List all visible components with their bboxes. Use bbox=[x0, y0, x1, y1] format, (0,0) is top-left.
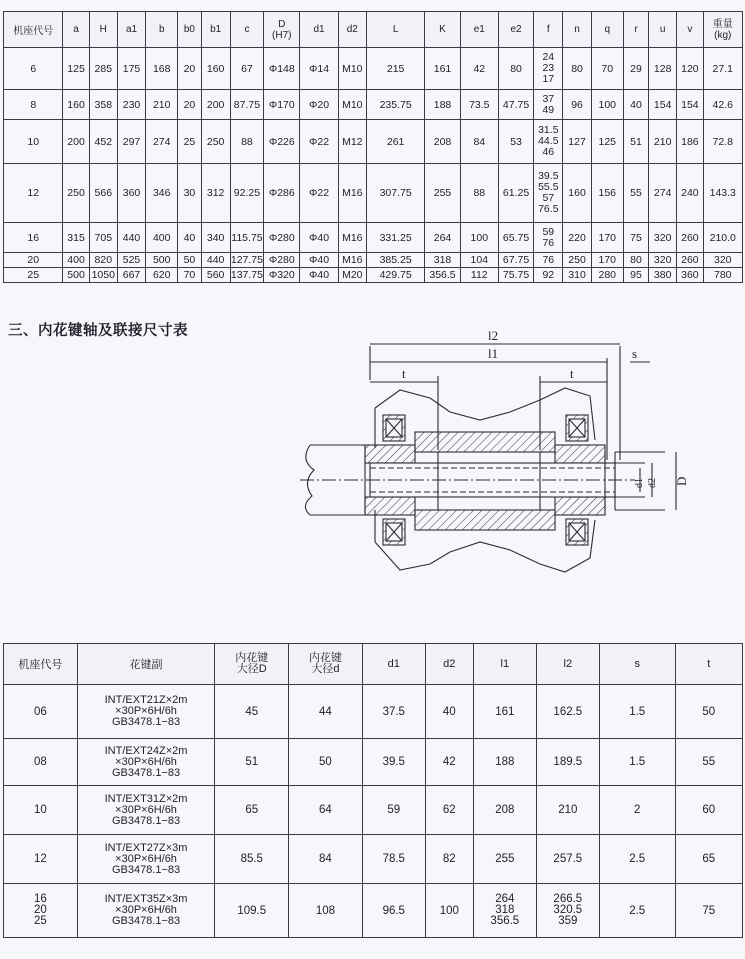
t1-cell: 318 bbox=[425, 253, 460, 268]
t2-header-cell: d2 bbox=[425, 644, 473, 685]
t2-cell: 85.5 bbox=[215, 835, 289, 884]
t1-cell: 24 23 17 bbox=[534, 48, 563, 90]
t2-cell: INT/EXT24Z×2m ×30P×6H/6h GB3478.1−83 bbox=[77, 739, 215, 786]
spline-shaft-diagram bbox=[290, 320, 700, 610]
t2-cell: 51 bbox=[215, 739, 289, 786]
section-title: 三、内花键轴及联接尺寸表 bbox=[8, 323, 188, 339]
t2-cell: INT/EXT31Z×2m ×30P×6H/6h GB3478.1−83 bbox=[77, 786, 215, 835]
t1-cell: 380 bbox=[649, 268, 677, 283]
t2-cell: 10 bbox=[4, 786, 78, 835]
t1-cell: 780 bbox=[703, 268, 743, 283]
t1-cell: M10 bbox=[338, 48, 366, 90]
t2-header-cell: 内花键 大径D bbox=[215, 644, 289, 685]
t2-cell: 208 bbox=[473, 786, 536, 835]
t1-row bbox=[4, 164, 743, 223]
t2-cell: 39.5 bbox=[362, 739, 425, 786]
t1-cell: 125 bbox=[591, 120, 623, 164]
t1-cell: 154 bbox=[677, 90, 703, 120]
t2-cell: INT/EXT21Z×2m ×30P×6H/6h GB3478.1−83 bbox=[77, 685, 215, 739]
t1-cell: 705 bbox=[89, 223, 117, 253]
t1-cell: 120 bbox=[677, 48, 703, 90]
table1-header bbox=[4, 12, 743, 48]
t2-row bbox=[4, 835, 743, 884]
t1-cell: 440 bbox=[201, 253, 230, 268]
t2-cell: 2.5 bbox=[599, 835, 675, 884]
t1-cell: 566 bbox=[89, 164, 117, 223]
t2-cell: 82 bbox=[425, 835, 473, 884]
t1-cell: 200 bbox=[63, 120, 89, 164]
t1-row bbox=[4, 48, 743, 90]
t1-cell: 250 bbox=[201, 120, 230, 164]
t1-cell: Φ20 bbox=[300, 90, 338, 120]
t2-header-cell: 内花键 大径d bbox=[289, 644, 363, 685]
t2-cell: INT/EXT35Z×3m ×30P×6H/6h GB3478.1−83 bbox=[77, 884, 215, 938]
t1-cell: 160 bbox=[201, 48, 230, 90]
t2-cell: 2 bbox=[599, 786, 675, 835]
label-l2: l2 bbox=[488, 328, 499, 343]
t1-cell: Φ286 bbox=[264, 164, 300, 223]
t1-header-cell: b0 bbox=[178, 12, 201, 48]
t1-header-cell: 机座代号 bbox=[4, 12, 63, 48]
t1-cell: 127 bbox=[563, 120, 591, 164]
t1-cell: 115.75 bbox=[230, 223, 263, 253]
t1-cell: Φ226 bbox=[264, 120, 300, 164]
t1-cell: 500 bbox=[146, 253, 178, 268]
t1-cell: 210 bbox=[146, 90, 178, 120]
t2-row bbox=[4, 884, 743, 938]
t1-header-cell: K bbox=[425, 12, 460, 48]
t1-cell: 667 bbox=[117, 268, 145, 283]
t1-cell: 70 bbox=[178, 268, 201, 283]
t1-cell: 20 bbox=[178, 48, 201, 90]
t1-header-cell: v bbox=[677, 12, 703, 48]
t2-cell: 188 bbox=[473, 739, 536, 786]
t1-cell: 40 bbox=[623, 90, 648, 120]
t1-cell: 104 bbox=[460, 253, 498, 268]
t1-cell: 168 bbox=[146, 48, 178, 90]
t1-header-cell: a1 bbox=[117, 12, 145, 48]
t1-cell: 429.75 bbox=[366, 268, 424, 283]
t1-cell: Φ170 bbox=[264, 90, 300, 120]
t1-cell: 358 bbox=[89, 90, 117, 120]
t1-cell: 320 bbox=[649, 253, 677, 268]
t1-cell: 29 bbox=[623, 48, 648, 90]
t1-cell: 240 bbox=[677, 164, 703, 223]
t1-cell: Φ22 bbox=[300, 120, 338, 164]
dimension-table-1 bbox=[3, 11, 743, 283]
t1-cell: 125 bbox=[63, 48, 89, 90]
t2-cell: 161 bbox=[473, 685, 536, 739]
t2-cell: 08 bbox=[4, 739, 78, 786]
t2-row bbox=[4, 786, 743, 835]
t1-header-cell: r bbox=[623, 12, 648, 48]
t1-cell: 274 bbox=[649, 164, 677, 223]
t1-header-cell: L bbox=[366, 12, 424, 48]
t1-cell: 100 bbox=[591, 90, 623, 120]
t1-cell: 230 bbox=[117, 90, 145, 120]
t1-cell: 260 bbox=[677, 253, 703, 268]
t1-header-cell: H bbox=[89, 12, 117, 48]
t1-cell: 188 bbox=[425, 90, 460, 120]
label-d1: d1 bbox=[634, 478, 645, 488]
table2-body bbox=[4, 685, 743, 938]
t1-cell: Φ320 bbox=[264, 268, 300, 283]
t2-row bbox=[4, 685, 743, 739]
t1-cell: 88 bbox=[230, 120, 263, 164]
t2-cell: 50 bbox=[675, 685, 742, 739]
t1-cell: 170 bbox=[591, 253, 623, 268]
t2-header-cell: t bbox=[675, 644, 742, 685]
t1-cell: 331.25 bbox=[366, 223, 424, 253]
t1-cell: 47.75 bbox=[498, 90, 533, 120]
t1-cell: 112 bbox=[460, 268, 498, 283]
t1-cell: M16 bbox=[338, 253, 366, 268]
t2-cell: 50 bbox=[289, 739, 363, 786]
t1-cell: 61.25 bbox=[498, 164, 533, 223]
t1-cell: 96 bbox=[563, 90, 591, 120]
label-D: D bbox=[674, 476, 689, 486]
t1-cell: 250 bbox=[63, 164, 89, 223]
t1-cell: M16 bbox=[338, 223, 366, 253]
t1-cell: 161 bbox=[425, 48, 460, 90]
t1-cell: 100 bbox=[460, 223, 498, 253]
t2-cell: 65 bbox=[675, 835, 742, 884]
t1-cell: 143.3 bbox=[703, 164, 743, 223]
t1-cell: 75.75 bbox=[498, 268, 533, 283]
label-d2: d2 bbox=[647, 478, 658, 488]
t2-cell: 264 318 356.5 bbox=[473, 884, 536, 938]
t1-cell: 95 bbox=[623, 268, 648, 283]
t1-cell: 73.5 bbox=[460, 90, 498, 120]
t1-cell: 30 bbox=[178, 164, 201, 223]
t1-cell: 360 bbox=[117, 164, 145, 223]
t1-cell: 39.5 55.5 57 76.5 bbox=[534, 164, 563, 223]
t1-cell: 400 bbox=[146, 223, 178, 253]
t1-cell: 80 bbox=[623, 253, 648, 268]
t1-cell: 170 bbox=[591, 223, 623, 253]
t1-cell: M10 bbox=[338, 90, 366, 120]
t1-cell: 31.5 44.5 46 bbox=[534, 120, 563, 164]
t1-header-cell: q bbox=[591, 12, 623, 48]
t1-cell: 312 bbox=[201, 164, 230, 223]
label-t-left: t bbox=[402, 366, 406, 381]
t2-cell: 37.5 bbox=[362, 685, 425, 739]
t1-cell: 156 bbox=[591, 164, 623, 223]
t1-cell: 452 bbox=[89, 120, 117, 164]
t1-cell: 315 bbox=[63, 223, 89, 253]
t1-cell: 92.25 bbox=[230, 164, 263, 223]
t2-header-cell: l2 bbox=[536, 644, 599, 685]
t1-header-cell: d1 bbox=[300, 12, 338, 48]
t1-cell: M12 bbox=[338, 120, 366, 164]
t1-header-cell: D (H7) bbox=[264, 12, 300, 48]
label-t-right: t bbox=[570, 366, 574, 381]
t1-cell: 8 bbox=[4, 90, 63, 120]
t2-header-cell: l1 bbox=[473, 644, 536, 685]
t1-cell: 208 bbox=[425, 120, 460, 164]
t1-header-cell: a bbox=[63, 12, 89, 48]
t1-row bbox=[4, 253, 743, 268]
t1-cell: 297 bbox=[117, 120, 145, 164]
t1-cell: 37 49 bbox=[534, 90, 563, 120]
t1-cell: 76 bbox=[534, 253, 563, 268]
t1-cell: 88 bbox=[460, 164, 498, 223]
t1-cell: 360 bbox=[677, 268, 703, 283]
t1-cell: Φ40 bbox=[300, 268, 338, 283]
t1-cell: Φ40 bbox=[300, 253, 338, 268]
t1-cell: Φ22 bbox=[300, 164, 338, 223]
t2-cell: 75 bbox=[675, 884, 742, 938]
t1-cell: Φ14 bbox=[300, 48, 338, 90]
t1-header-cell: n bbox=[563, 12, 591, 48]
t2-cell: 64 bbox=[289, 786, 363, 835]
t1-cell: 250 bbox=[563, 253, 591, 268]
label-l1: l1 bbox=[488, 346, 499, 361]
t1-cell: 320 bbox=[703, 253, 743, 268]
t2-cell: 60 bbox=[675, 786, 742, 835]
t1-cell: 87.75 bbox=[230, 90, 263, 120]
t1-cell: 160 bbox=[63, 90, 89, 120]
table2-header bbox=[4, 644, 743, 685]
t2-cell: 78.5 bbox=[362, 835, 425, 884]
t1-cell: 220 bbox=[563, 223, 591, 253]
table1-body bbox=[4, 48, 743, 283]
t2-header-cell: 花键副 bbox=[77, 644, 215, 685]
t1-header-cell: 重量 (kg) bbox=[703, 12, 743, 48]
t2-cell: 162.5 bbox=[536, 685, 599, 739]
t1-header-cell: e2 bbox=[498, 12, 533, 48]
t1-cell: Φ40 bbox=[300, 223, 338, 253]
t1-cell: 92 bbox=[534, 268, 563, 283]
t1-cell: 200 bbox=[201, 90, 230, 120]
t1-cell: 320 bbox=[649, 223, 677, 253]
t1-cell: 280 bbox=[591, 268, 623, 283]
t2-cell: 84 bbox=[289, 835, 363, 884]
t2-cell: 189.5 bbox=[536, 739, 599, 786]
t1-cell: 215 bbox=[366, 48, 424, 90]
t2-cell: 45 bbox=[215, 685, 289, 739]
t2-cell: 59 bbox=[362, 786, 425, 835]
t2-cell: 55 bbox=[675, 739, 742, 786]
t1-row bbox=[4, 90, 743, 120]
t2-cell: 257.5 bbox=[536, 835, 599, 884]
t1-cell: 27.1 bbox=[703, 48, 743, 90]
t1-cell: 500 bbox=[63, 268, 89, 283]
t1-cell: 6 bbox=[4, 48, 63, 90]
t2-cell: INT/EXT27Z×3m ×30P×6H/6h GB3478.1−83 bbox=[77, 835, 215, 884]
t2-cell: 06 bbox=[4, 685, 78, 739]
t1-cell: 80 bbox=[563, 48, 591, 90]
t1-header-cell: e1 bbox=[460, 12, 498, 48]
t1-cell: 175 bbox=[117, 48, 145, 90]
t1-cell: Φ148 bbox=[264, 48, 300, 90]
t1-cell: 210 bbox=[649, 120, 677, 164]
t1-cell: 75 bbox=[623, 223, 648, 253]
t1-header-cell: b1 bbox=[201, 12, 230, 48]
t2-cell: 16 20 25 bbox=[4, 884, 78, 938]
t1-cell: 55 bbox=[623, 164, 648, 223]
t2-cell: 1.5 bbox=[599, 685, 675, 739]
label-s: s bbox=[632, 346, 638, 361]
t1-cell: 67 bbox=[230, 48, 263, 90]
t1-cell: 340 bbox=[201, 223, 230, 253]
t1-cell: M16 bbox=[338, 164, 366, 223]
t2-cell: 1.5 bbox=[599, 739, 675, 786]
t1-cell: 1050 bbox=[89, 268, 117, 283]
t1-header-cell: c bbox=[230, 12, 263, 48]
t1-cell: 25 bbox=[4, 268, 63, 283]
t1-cell: 440 bbox=[117, 223, 145, 253]
t1-cell: 25 bbox=[178, 120, 201, 164]
t1-cell: 356.5 bbox=[425, 268, 460, 283]
t1-cell: 67.75 bbox=[498, 253, 533, 268]
t1-cell: M20 bbox=[338, 268, 366, 283]
t2-header-cell: s bbox=[599, 644, 675, 685]
t1-cell: 260 bbox=[677, 223, 703, 253]
t1-row bbox=[4, 268, 743, 283]
t2-cell: 100 bbox=[425, 884, 473, 938]
t1-cell: Φ280 bbox=[264, 253, 300, 268]
t2-cell: 65 bbox=[215, 786, 289, 835]
t2-cell: 40 bbox=[425, 685, 473, 739]
t1-cell: 560 bbox=[201, 268, 230, 283]
t1-cell: 255 bbox=[425, 164, 460, 223]
t2-cell: 62 bbox=[425, 786, 473, 835]
t1-cell: 274 bbox=[146, 120, 178, 164]
t1-cell: 307.75 bbox=[366, 164, 424, 223]
t1-cell: 210.0 bbox=[703, 223, 743, 253]
t1-cell: 84 bbox=[460, 120, 498, 164]
t1-cell: 51 bbox=[623, 120, 648, 164]
t1-cell: 160 bbox=[563, 164, 591, 223]
t1-cell: 154 bbox=[649, 90, 677, 120]
t1-cell: 20 bbox=[178, 90, 201, 120]
t1-header-cell: b bbox=[146, 12, 178, 48]
t1-cell: 400 bbox=[63, 253, 89, 268]
t1-header-cell: u bbox=[649, 12, 677, 48]
t1-cell: 128 bbox=[649, 48, 677, 90]
t1-cell: 127.75 bbox=[230, 254, 263, 266]
t1-cell: 65.75 bbox=[498, 223, 533, 253]
t2-cell: 255 bbox=[473, 835, 536, 884]
spline-table bbox=[3, 643, 743, 938]
t2-cell: 109.5 bbox=[215, 884, 289, 938]
t2-row bbox=[4, 739, 743, 786]
t1-cell: 40 bbox=[178, 223, 201, 253]
t1-cell: 264 bbox=[425, 223, 460, 253]
t2-cell: 108 bbox=[289, 884, 363, 938]
t1-cell: 385.25 bbox=[366, 253, 424, 268]
t2-cell: 44 bbox=[289, 685, 363, 739]
t2-header-cell: d1 bbox=[362, 644, 425, 685]
t1-cell: 50 bbox=[178, 253, 201, 268]
t1-cell: 42.6 bbox=[703, 90, 743, 120]
t1-cell: 70 bbox=[591, 48, 623, 90]
t1-cell: 12 bbox=[4, 164, 63, 223]
t1-cell: 235.75 bbox=[366, 90, 424, 120]
t1-header-cell: f bbox=[534, 12, 563, 48]
t1-cell: 72.8 bbox=[703, 120, 743, 164]
t1-cell: 186 bbox=[677, 120, 703, 164]
t2-cell: 12 bbox=[4, 835, 78, 884]
t2-header-cell: 机座代号 bbox=[4, 644, 78, 685]
t1-cell: 20 bbox=[4, 253, 63, 268]
t2-cell: 96.5 bbox=[362, 884, 425, 938]
t1-cell: 10 bbox=[4, 120, 63, 164]
t1-cell: 42 bbox=[460, 48, 498, 90]
t1-cell: 310 bbox=[563, 268, 591, 283]
t1-row bbox=[4, 223, 743, 253]
t1-row bbox=[4, 120, 743, 164]
t1-cell: Φ280 bbox=[264, 223, 300, 253]
t2-cell: 2.5 bbox=[599, 884, 675, 938]
t1-cell: 59 76 bbox=[534, 223, 563, 253]
t1-header-cell: d2 bbox=[338, 12, 366, 48]
t1-cell: 261 bbox=[366, 120, 424, 164]
t1-cell: 820 bbox=[89, 253, 117, 268]
t1-cell: 137.75 bbox=[230, 269, 263, 281]
t1-cell: 80 bbox=[498, 48, 533, 90]
t1-cell: 16 bbox=[4, 223, 63, 253]
t1-cell: 346 bbox=[146, 164, 178, 223]
t1-cell: 53 bbox=[498, 120, 533, 164]
t2-cell: 210 bbox=[536, 786, 599, 835]
t1-cell: 285 bbox=[89, 48, 117, 90]
t2-cell: 42 bbox=[425, 739, 473, 786]
t1-cell: 525 bbox=[117, 253, 145, 268]
t2-cell: 266.5 320.5 359 bbox=[536, 884, 599, 938]
t1-cell: 620 bbox=[146, 268, 178, 283]
